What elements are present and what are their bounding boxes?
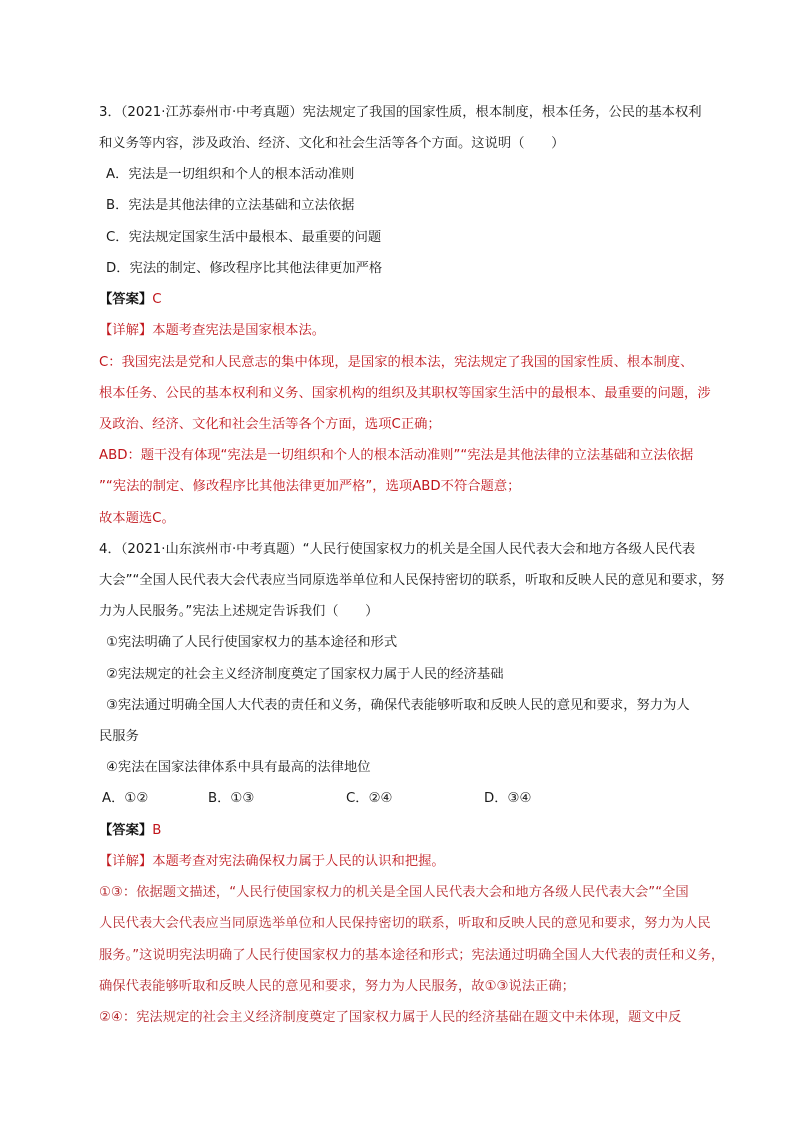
detail-text: 本题考查宪法是国家根本法。: [152, 323, 326, 338]
q3-option-a: A．宪法是一切组织和个人的根本活动准则: [106, 167, 355, 182]
q4-item-3-cont: 民服务: [99, 729, 139, 744]
q4-explain-line: ①③：依据题文描述，“人民行使国家权力的机关是全国人民代表大会和地方各级人民代表大会”“全国: [99, 885, 689, 900]
q4-choice-d: D．③④: [484, 791, 532, 806]
q4-stem-line: 大会”“全国人民代表大会代表应当同原选举单位和人民保持密切的联系，听取和反映人民的意见和要求，努: [99, 573, 725, 588]
q3-explain-line: 故本题选C。: [99, 511, 175, 526]
answer-value: C: [152, 292, 162, 307]
detail-text: 本题考查对宪法确保权力属于人民的认识和把握。: [152, 854, 445, 869]
q4-stem-line: 力为人民服务。”宪法上述规定告诉我们（ ）: [99, 604, 379, 619]
q3-explain-line: C：我国宪法是党和人民意志的集中体现，是国家的根本法，宪法规定了我国的国家性质、根本制度、: [99, 355, 694, 370]
q4-explain-line: 确保代表能够听取和反映人民的意见和要求，努力为人民服务，故①③说法正确；: [99, 979, 575, 994]
q3-stem-line-1: 3．（2021·江苏泰州市·中考真题）宪法规定了我国的国家性质，根本制度，根本任务，公民的基本权利: [99, 105, 702, 120]
q3-explain-line: ABD：题干没有体现“宪法是一切组织和个人的根本活动准则”“宪法是其他法律的立法基础和立法依据: [99, 448, 694, 463]
q3-explain-line: 根本任务、公民的基本权利和义务、国家机构的组织及其职权等国家生活中的最根本、最重要的问题，涉: [99, 386, 711, 401]
q4-choice-c: C．②④: [346, 791, 393, 806]
q3-option-b: B．宪法是其他法律的立法基础和立法依据: [106, 198, 355, 213]
q3-stem-line-2: 和义务等内容，涉及政治、经济、文化和社会生活等各个方面。这说明（ ）: [99, 136, 565, 151]
answer-value: B: [152, 823, 162, 838]
q4-item-3: ③宪法通过明确全国人大代表的责任和义务，确保代表能够听取和反映人民的意见和要求，努力为人: [106, 698, 690, 713]
q4-choice-b: B．①③: [208, 791, 255, 806]
q4-item-1: ①宪法明确了人民行使国家权力的基本途径和形式: [106, 635, 398, 650]
q4-answer: [99, 822, 161, 840]
q4-item-4: ④宪法在国家法律体系中具有最高的法律地位: [106, 760, 371, 775]
answer-tag: 【答案】: [99, 292, 153, 307]
q3-option-d: D．宪法的制定、修改程序比其他法律更加严格: [106, 261, 383, 276]
q4-explain-line: ②④：宪法规定的社会主义经济制度奠定了国家权力属于人民的经济基础在题文中未体现，题文中反: [99, 1010, 682, 1025]
answer-tag: 【答案】: [99, 823, 153, 838]
detail-tag: 【详解】: [99, 854, 153, 869]
q4-stem-line: 4．（2021·山东滨州市·中考真题）“人民行使国家权力的机关是全国人民代表大会和地方各级人民代表: [99, 542, 696, 557]
q3-detail: [99, 322, 325, 340]
q4-explain-line: 服务。”这说明宪法明确了人民行使国家权力的基本途径和形式；宪法通过明确全国人大代表的责任和义务，: [99, 948, 725, 963]
q3-answer: [99, 291, 161, 309]
q4-detail: [99, 853, 445, 871]
q4-choice-a: A．①②: [102, 791, 149, 806]
q3-explain-line: ”“宪法的制定、修改程序比其他法律更加严格”，选项ABD不符合题意；: [99, 479, 521, 494]
detail-tag: 【详解】: [99, 323, 153, 338]
q4-explain-line: 人民代表大会代表应当同原选举单位和人民保持密切的联系，听取和反映人民的意见和要求，努力为人民: [99, 916, 711, 931]
q3-explain-line: 及政治、经济、文化和社会生活等各个方面，选项C正确；: [99, 417, 441, 432]
q3-option-c: C．宪法规定国家生活中最根本、最重要的问题: [106, 230, 382, 245]
q4-item-2: ②宪法规定的社会主义经济制度奠定了国家权力属于人民的经济基础: [106, 667, 504, 682]
